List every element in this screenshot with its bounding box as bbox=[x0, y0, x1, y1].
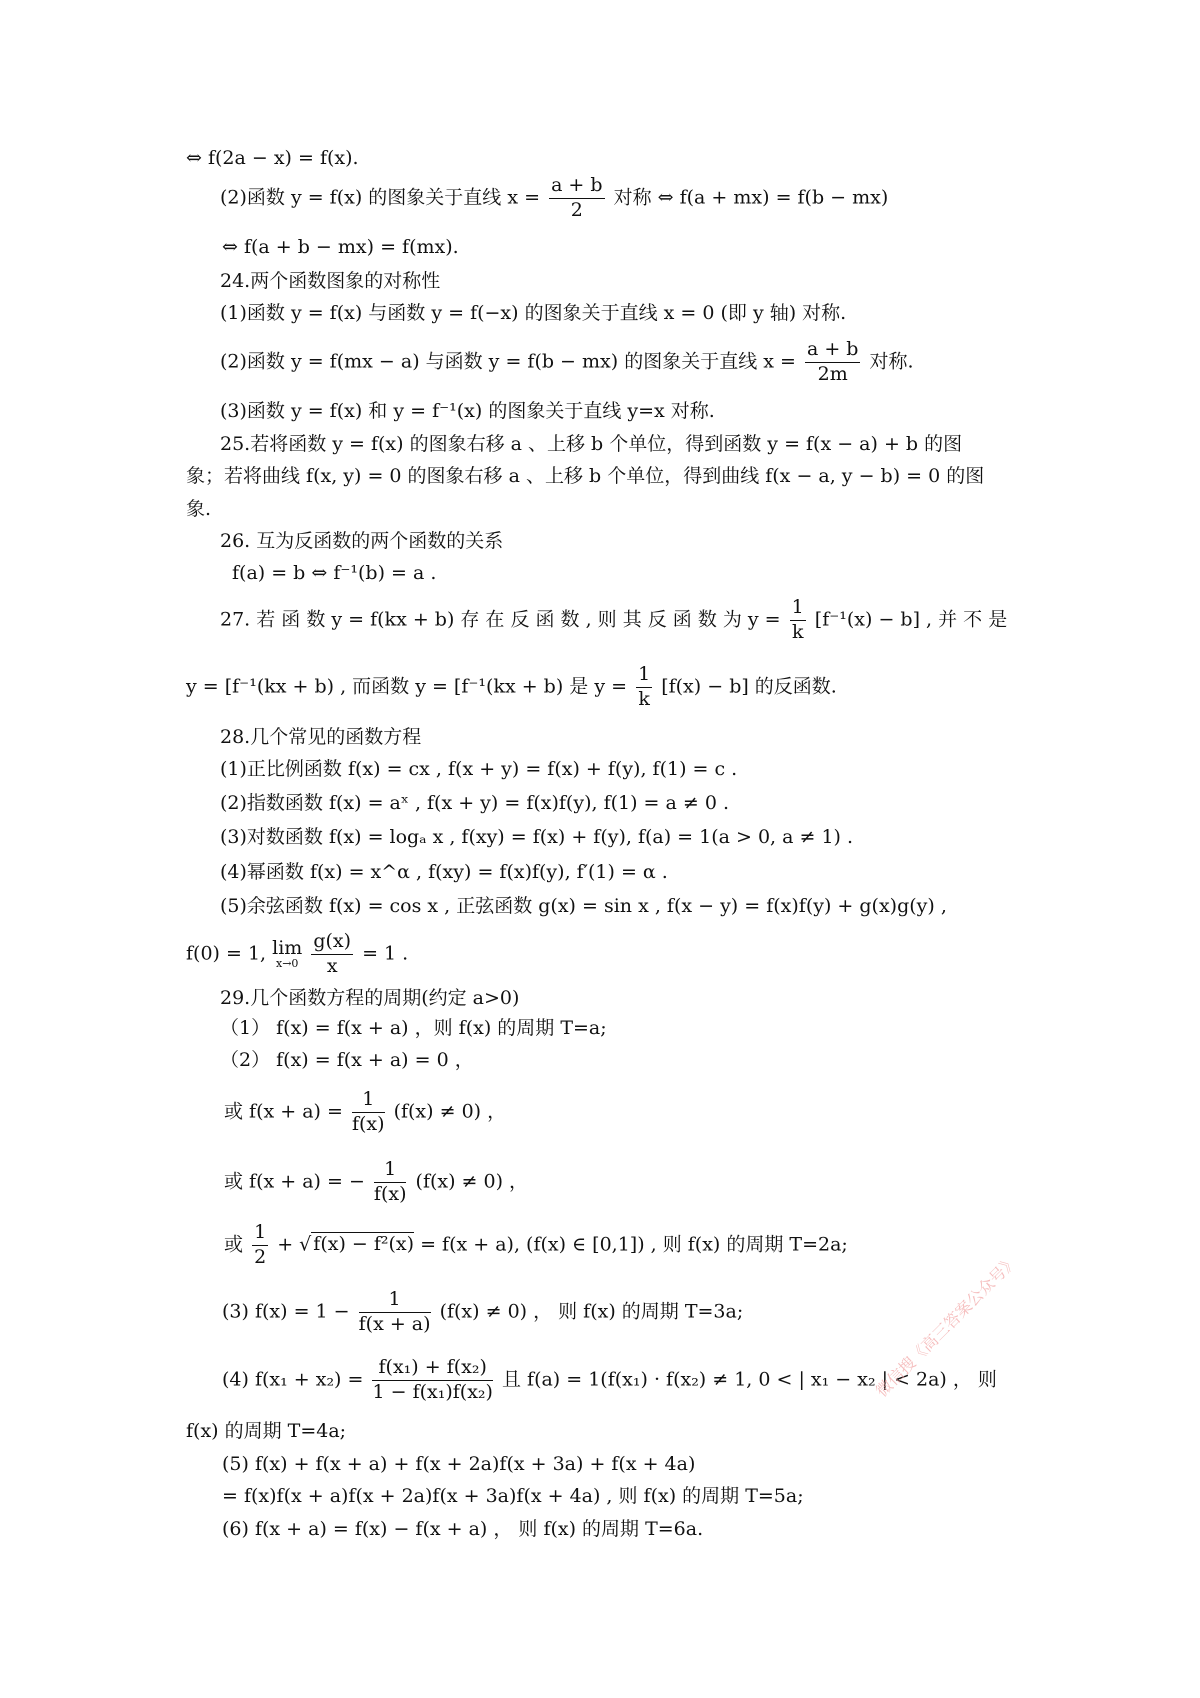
line-text: 27. 若 函 数 y = f(kx + b) 存 在 反 函 数 , 则 其 反 函 数 为 y = bbox=[220, 608, 781, 631]
text-line bbox=[220, 598, 1007, 643]
line-text: = f(x + a), (f(x) ∈ [0,1]) , 则 f(x) 的周期 T=2a; bbox=[420, 1233, 848, 1256]
fraction-numerator: 1 bbox=[636, 665, 652, 688]
text-line bbox=[224, 1160, 528, 1205]
text-line: (3)对数函数 f(x) = logₐ x , f(xy) = f(x) + f(y), f(a) = 1(a > 0, a ≠ 1) . bbox=[220, 826, 854, 848]
fraction-denominator: 2 bbox=[570, 198, 583, 221]
line-text: 或 f(x + a) = bbox=[224, 1100, 343, 1123]
fraction-denominator: f(x + a) bbox=[358, 1312, 431, 1335]
line-text: 对称 ⇔ f(a + mx) = f(b − mx) bbox=[613, 186, 889, 209]
text-line: f(a) = b ⇔ f⁻¹(b) = a . bbox=[232, 562, 437, 584]
watermark: 微信搜《高三答案公众号》 bbox=[872, 1251, 1022, 1401]
text-line bbox=[222, 1290, 743, 1335]
line-text: f(0) = 1, bbox=[186, 942, 267, 965]
section-heading: 24.两个函数图象的对称性 bbox=[220, 270, 441, 292]
line-text: 或 bbox=[224, 1233, 244, 1256]
fraction-denominator: 2 bbox=[254, 1245, 267, 1268]
text-line bbox=[186, 932, 408, 977]
text-line: (1)正比例函数 f(x) = cx , f(x + y) = f(x) + f(y), f(1) = c . bbox=[220, 758, 738, 780]
text-line bbox=[186, 665, 837, 710]
text-line: （1） f(x) = f(x + a) ，则 f(x) 的周期 T=a; bbox=[220, 1017, 607, 1039]
text-line: ⇔ f(a + b − mx) = f(mx). bbox=[222, 236, 459, 258]
line-text: [f(x) − b] 的反函数. bbox=[661, 675, 837, 698]
text-line: (5) f(x) + f(x + a) + f(x + 2a)f(x + 3a) + f(x + 4a) bbox=[222, 1453, 696, 1475]
fraction bbox=[790, 598, 806, 643]
fraction bbox=[311, 932, 353, 977]
text-line bbox=[220, 176, 888, 221]
fraction bbox=[805, 340, 861, 385]
fraction-denominator: f(x) bbox=[373, 1182, 407, 1205]
fraction-numerator: 1 bbox=[374, 1160, 407, 1183]
fraction-numerator: a + b bbox=[549, 176, 605, 199]
fraction bbox=[352, 1090, 385, 1135]
fraction-denominator: k bbox=[791, 620, 804, 643]
fraction-denominator: 1 − f(x₁)f(x₂) bbox=[372, 1380, 493, 1403]
line-text: = 1 . bbox=[362, 942, 409, 965]
text-line bbox=[224, 1090, 506, 1135]
text-line: 25.若将函数 y = f(x) 的图象右移 a 、上移 b 个单位，得到函数 y = f(x − a) + b 的图 bbox=[220, 433, 963, 455]
fraction-denominator: f(x) bbox=[351, 1112, 385, 1135]
fraction bbox=[372, 1358, 492, 1403]
text-line: (1)函数 y = f(x) 与函数 y = f(−x) 的图象关于直线 x = 0 (即 y 轴) 对称. bbox=[220, 302, 847, 324]
fraction-denominator: k bbox=[638, 687, 650, 710]
limit-subscript: x→0 bbox=[276, 957, 299, 971]
text-line: 象；若将曲线 f(x, y) = 0 的图象右移 a 、上移 b 个单位，得到曲线 f(x − a, y − b) = 0 的图 bbox=[186, 465, 985, 487]
text-line: 象. bbox=[186, 498, 212, 520]
line-text: y = [f⁻¹(kx + b) , 而函数 y = [f⁻¹(kx + b) 是 y = bbox=[186, 675, 628, 698]
text-line: ⇔ f(2a − x) = f(x). bbox=[186, 147, 359, 169]
radicand: f(x) − f²(x) bbox=[313, 1233, 415, 1256]
text-line: (2)指数函数 f(x) = aˣ , f(x + y) = f(x)f(y), f(1) = a ≠ 0 . bbox=[220, 792, 730, 814]
fraction bbox=[636, 665, 652, 710]
line-text: 对称. bbox=[869, 350, 914, 373]
fraction-numerator: 1 bbox=[790, 598, 806, 621]
limit-label: lim bbox=[272, 937, 303, 960]
line-text: + √ bbox=[277, 1233, 312, 1256]
text-line: （2） f(x) = f(x + a) = 0 ， bbox=[220, 1049, 474, 1071]
line-text: [f⁻¹(x) − b] , 并 不 是 bbox=[814, 608, 1008, 631]
fraction bbox=[374, 1160, 407, 1205]
line-text: (f(x) ≠ 0) ， bbox=[415, 1170, 529, 1193]
line-text: (3) f(x) = 1 − bbox=[222, 1300, 350, 1323]
fraction-numerator: a + b bbox=[805, 340, 861, 363]
line-text: 且 f(a) = 1(f(x₁) · f(x₂) ≠ 1, 0 < | x₁ − x₂ | < 2a) ， 则 bbox=[502, 1368, 997, 1391]
section-heading: 26. 互为反函数的两个函数的关系 bbox=[220, 530, 504, 552]
line-text: (f(x) ≠ 0) ， bbox=[393, 1100, 507, 1123]
fraction-numerator: 1 bbox=[252, 1223, 268, 1246]
text-line: f(x) 的周期 T=4a; bbox=[186, 1420, 347, 1442]
text-line: (4)幂函数 f(x) = x^α , f(xy) = f(x)f(y), f′(1) = α . bbox=[220, 861, 668, 883]
line-text: (2)函数 y = f(x) 的图象关于直线 x = bbox=[220, 186, 541, 209]
fraction-numerator: 1 bbox=[352, 1090, 385, 1113]
fraction-numerator: g(x) bbox=[311, 932, 353, 955]
line-text: 或 f(x + a) = − bbox=[224, 1170, 365, 1193]
text-line bbox=[220, 340, 914, 385]
fraction bbox=[252, 1223, 268, 1268]
fraction-denominator: 2m bbox=[817, 362, 848, 385]
limit-operator bbox=[272, 939, 302, 969]
fraction bbox=[359, 1290, 431, 1335]
line-text: (f(x) ≠ 0) ， 则 f(x) 的周期 T=3a; bbox=[439, 1300, 744, 1323]
line-text: (4) f(x₁ + x₂) = bbox=[222, 1368, 364, 1391]
fraction-denominator: x bbox=[326, 954, 338, 977]
fraction bbox=[549, 176, 605, 221]
line-text: (2)函数 y = f(mx − a) 与函数 y = f(b − mx) 的图象关于直线 x = bbox=[220, 350, 796, 373]
fraction-numerator: f(x₁) + f(x₂) bbox=[372, 1358, 492, 1381]
text-line: = f(x)f(x + a)f(x + 2a)f(x + 3a)f(x + 4a) , 则 f(x) 的周期 T=5a; bbox=[222, 1485, 804, 1507]
text-line: (6) f(x + a) = f(x) − f(x + a) ， 则 f(x) 的周期 T=6a. bbox=[222, 1518, 704, 1540]
section-heading: 28.几个常见的函数方程 bbox=[220, 726, 422, 748]
text-line: (5)余弦函数 f(x) = cos x , 正弦函数 g(x) = sin x , f(x − y) = f(x)f(y) + g(x)g(y) , bbox=[220, 895, 947, 917]
section-heading: 29.几个函数方程的周期(约定 a>0) bbox=[220, 987, 520, 1009]
fraction-numerator: 1 bbox=[359, 1290, 431, 1313]
text-line bbox=[224, 1223, 848, 1268]
text-line: (3)函数 y = f(x) 和 y = f⁻¹(x) 的图象关于直线 y=x 对称. bbox=[220, 400, 715, 422]
